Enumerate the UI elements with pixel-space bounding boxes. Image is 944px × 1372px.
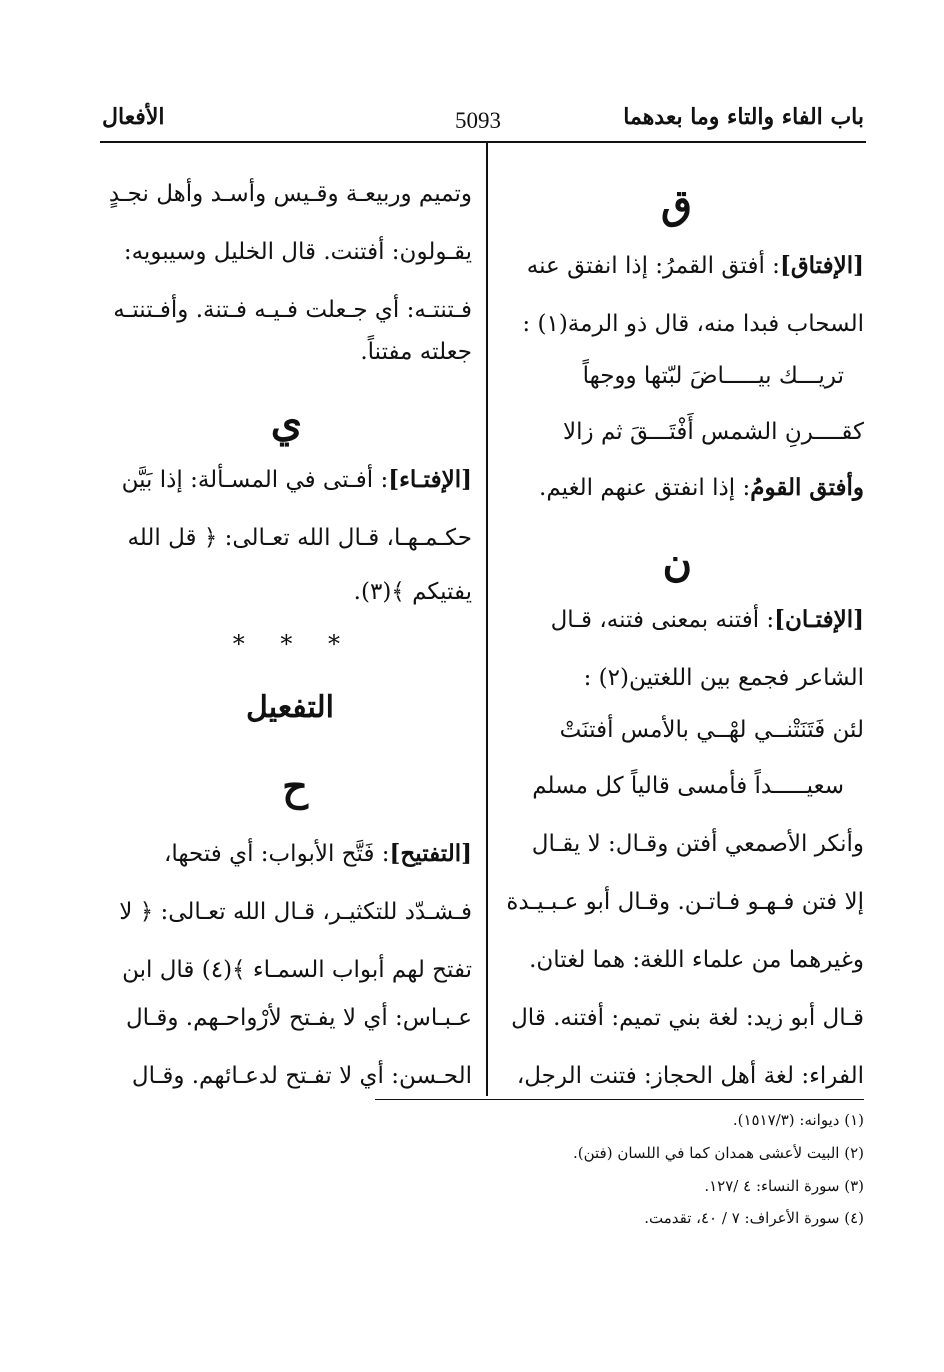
entry-iftan-line-2: الشاعر فجمع بين اللغتين(٢) : [583, 665, 864, 691]
entry-iftaq-line-1 [527, 246, 864, 286]
letter-heading-ya: ي [270, 399, 302, 446]
running-head-section: الأفعال [102, 104, 165, 130]
entry-keyword: [الإفتاق] [779, 252, 864, 279]
paragraph-line: قـال أبو زيد: لغة بني تميم: أفتنه. قال [511, 1005, 864, 1031]
column-divider [486, 143, 488, 1096]
paragraph-line: يقـولون: أفتنت. قال الخليل وسيبويه: [123, 239, 472, 265]
footnote: (٤) سورة الأعراف: ٧ / ٤٠، تقدمت. [644, 1209, 864, 1227]
section-separator-stars: * * * [232, 630, 354, 658]
entry-afataqa-line [539, 468, 864, 508]
footnote-rule [375, 1099, 864, 1100]
entry-keyword: [الإفتـان] [774, 606, 864, 633]
entry-keyword: [الإفتـاء] [388, 466, 472, 493]
paragraph-line: فـتنتـه: أي جـعلت فـيـه فـتنة. وأفـتنتـه [113, 297, 472, 323]
poem-verse-line: تريـــك بيـــــاضَ لبّتها ووجهاً [582, 363, 844, 389]
entry-ifta-line-3: يفتيكم ﴾(٣). [353, 579, 472, 605]
paragraph-line: فـشـدّد للتكثيـر، قـال الله تعـالى: ﴿ لا [119, 899, 472, 925]
entry-text: : أفـتى في المسـألة: إذا بَيَّن [121, 467, 389, 493]
entry-keyword: وأفتق القومُ [750, 474, 864, 501]
entry-iftaq-line-2: السحاب فبدا منه، قال ذو الرمة(١) : [522, 311, 864, 337]
paragraph-line: تفتح لهم أبواب السمـاء ﴾(٤) قال ابن [122, 957, 472, 983]
paragraph-line: عـبـاس: أي لا يفـتح لأرْواحـهم. وقـال [125, 1005, 472, 1031]
letter-heading-nun: ن [662, 539, 692, 586]
entry-text: : أفتق القمرُ: إذا انفتق عنه [526, 253, 780, 279]
running-head-chapter: باب الفاء والتاء وما بعدهما [623, 104, 864, 130]
poem-verse-line: لئن فَتَنَتْنــي لهْــي بالأمس أفتنَتْ [559, 717, 864, 743]
section-title: التفعيل [246, 690, 334, 725]
letter-heading-qaf: ق [660, 181, 692, 228]
entry-ifta-line-1 [122, 460, 472, 500]
paragraph-line: إلا فتن فـهـو فـاتـن. وقـال أبو عـبـيـدة [506, 889, 864, 915]
header-rule [100, 141, 866, 143]
entry-text: : فَتَّح الأبواب: أي فتحها، [163, 841, 390, 867]
paragraph-line: وغيرهما من علماء اللغة: هما لغتان. [529, 947, 864, 973]
page-number: 5093 [455, 108, 501, 133]
poem-verse-line: سعيـــــداً فأمسى قالياً كل مسلم [532, 773, 844, 799]
paragraph-line: وأنكر الأصمعي أفتن وقـال: لا يقـال [531, 831, 864, 857]
footnote: (٣) سورة النساء: ٤ /١٢٧. [704, 1177, 864, 1195]
entry-taftih-line-1 [164, 834, 472, 874]
paragraph-line: جعلته مفتناً. [360, 339, 472, 365]
entry-text: : أفتنه بمعنى فتنه، قـال [550, 607, 775, 633]
paragraph-line: وتميم وربيعـة وقـيس وأسـد وأهل نجـدٍ [108, 181, 472, 207]
paragraph-line: الفراء: لغة أهل الحجاز: فتنت الرجل، [516, 1063, 864, 1089]
entry-ifta-line-2: حكـمـهـا، قـال الله تعـالى: ﴿ قل الله [127, 525, 472, 551]
paragraph-line: الحـسن: أي لا تفـتح لدعـائهم. وقـال [131, 1063, 472, 1089]
footnote: (٢) البيت لأعشى همدان كما في اللسان (فتن). [572, 1144, 864, 1162]
letter-heading-ha: ح [282, 763, 308, 810]
footnote: (١) ديوانه: (١٥١٧/٣). [732, 1111, 864, 1129]
entry-iftan-line-1 [551, 600, 864, 640]
entry-text: : إذا انفتق عنهم الغيم. [539, 475, 751, 501]
entry-keyword: [التفتيح] [389, 840, 472, 867]
poem-verse-line: كقــــرنِ الشمس أَفْتَـــقَ ثم زالا [563, 419, 864, 445]
